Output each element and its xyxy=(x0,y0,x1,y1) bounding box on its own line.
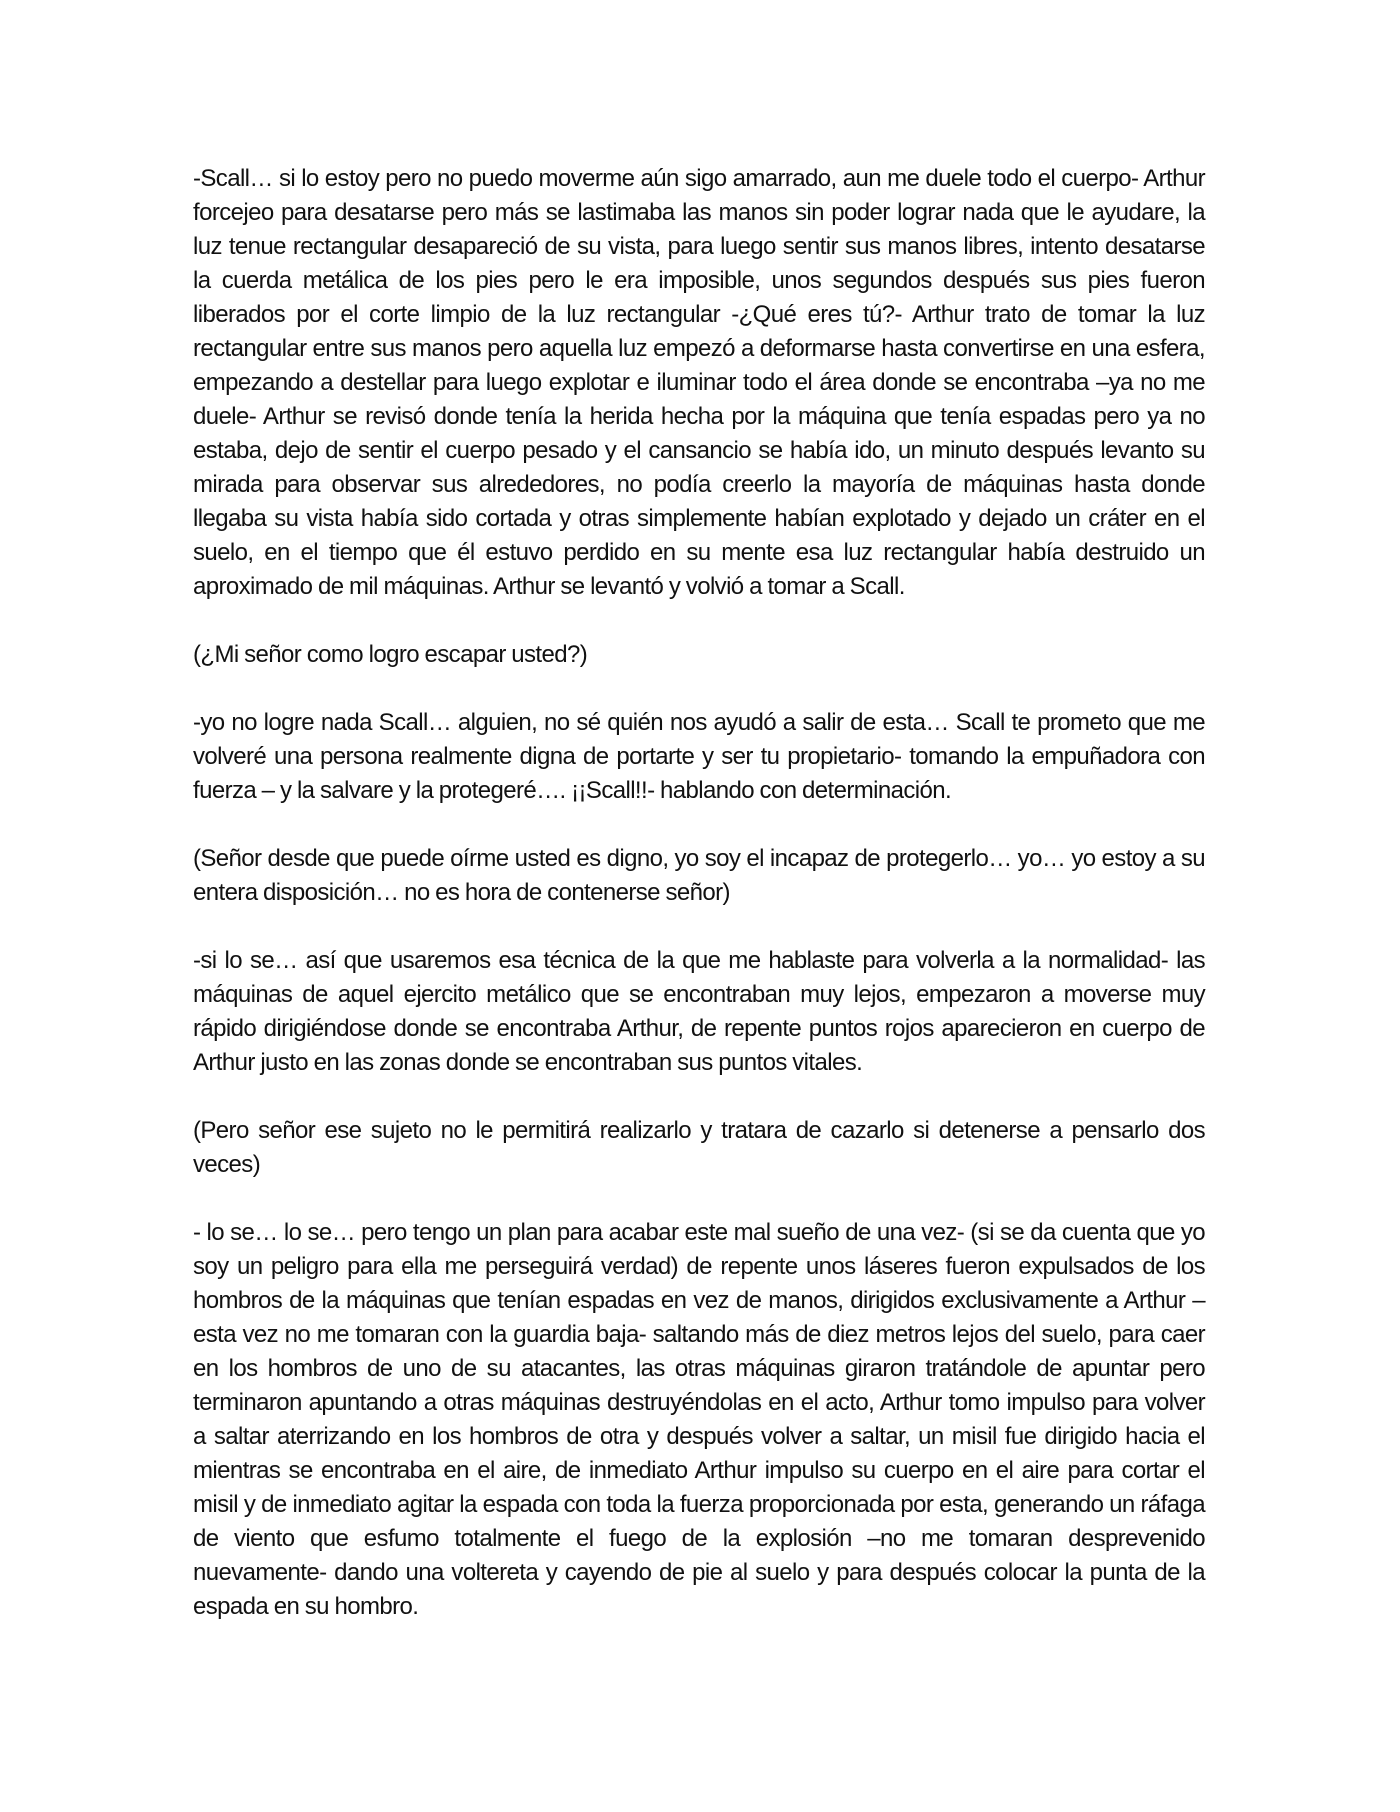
paragraph-7: - lo se… lo se… pero tengo un plan para acabar este mal sueño de una vez- (si se da cuenta que yo soy un peligro para ella me perseguirá verdad) de repente unos láseres fueron expulsados de los hombros de la máquinas que tenían espadas en vez de manos, dirigidos exclusivamente a Arthur –esta vez no me tomaran con la guardia baja- saltando más de diez metros lejos del suelo, para caer en los hombros de uno de su atacantes, las otras máquinas giraron tratándole de apuntar pero terminaron apuntando a otras máquinas destruyéndolas en el acto, Arthur tomo impulso para volver a saltar aterrizando en los hombros de otra y después volver a saltar, un misil fue dirigido hacia el mientras se encontraba en el aire, de inmediato Arthur impulso su cuerpo en el aire para cortar el misil y de inmediato agitar la espada con toda la fuerza proporcionada por esta, generando un ráfaga de viento que esfumo totalmente el fuego de la explosión –no me tomaran desprevenido nuevamente- dando una voltereta y cayendo de pie al suelo y para después colocar la punta de la espada en su hombro. xyxy=(193,1219,1205,1620)
paragraph-2: (¿Mi señor como logro escapar usted?) xyxy=(193,641,588,668)
paragraph-1: -Scall… si lo estoy pero no puedo moverme aún sigo amarrado, aun me duele todo el cuerpo- Arthur forcejeo para desatarse pero más se lastimaba las manos sin poder lograr nada que le ayudare, la luz tenue rectangular desapareció de su vista, para luego sentir sus manos libres, intento desatarse la cuerda metálica de los pies pero le era imposible, unos segundos después sus pies fueron liberados por el corte limpio de la luz rectangular -¿Qué eres tú?- Arthur trato de tomar la luz rectangular entre sus manos pero aquella luz empezó a deformarse hasta convertirse en una esfera, empezando a destellar para luego explotar e iluminar todo el área donde se encontraba –ya no me duele- Arthur se revisó donde tenía la herida hecha por la máquina que tenía espadas pero ya no estaba, dejo de sentir el cuerpo pesado y el cansancio se había ido, un minuto después levanto su mirada para observar sus alrededores, no podía creerlo la mayoría de máquinas hasta donde llegaba su vista había sido cortada y otras simplemente habían explotado y dejado un cráter en el suelo, en el tiempo que él estuvo perdido en su mente esa luz rectangular había destruido un aproximado de mil máquinas. Arthur se levantó y volvió a tomar a Scall. xyxy=(193,165,1205,600)
paragraph-4: (Señor desde que puede oírme usted es digno, yo soy el incapaz de protegerlo… yo… yo estoy a su entera disposición… no es hora de contenerse señor) xyxy=(193,845,1205,906)
document-body xyxy=(193,162,1205,1624)
paragraph-5: -si lo se… así que usaremos esa técnica de la que me hablaste para volverla a la normalidad- las máquinas de aquel ejercito metálico que se encontraban muy lejos, empezaron a moverse muy rápido dirigiéndose donde se encontraba Arthur, de repente puntos rojos aparecieron en cuerpo de Arthur justo en las zonas donde se encontraban sus puntos vitales. xyxy=(193,947,1205,1076)
paragraph-3: -yo no logre nada Scall… alguien, no sé quién nos ayudó a salir de esta… Scall te prometo que me volveré una persona realmente digna de portarte y ser tu propietario- tomando la empuñadora con fuerza – y la salvare y la protegeré…. ¡¡Scall!!- hablando con determinación. xyxy=(193,709,1205,804)
paragraph-6: (Pero señor ese sujeto no le permitirá realizarlo y tratara de cazarlo si detenerse a pensarlo dos veces) xyxy=(193,1117,1205,1178)
